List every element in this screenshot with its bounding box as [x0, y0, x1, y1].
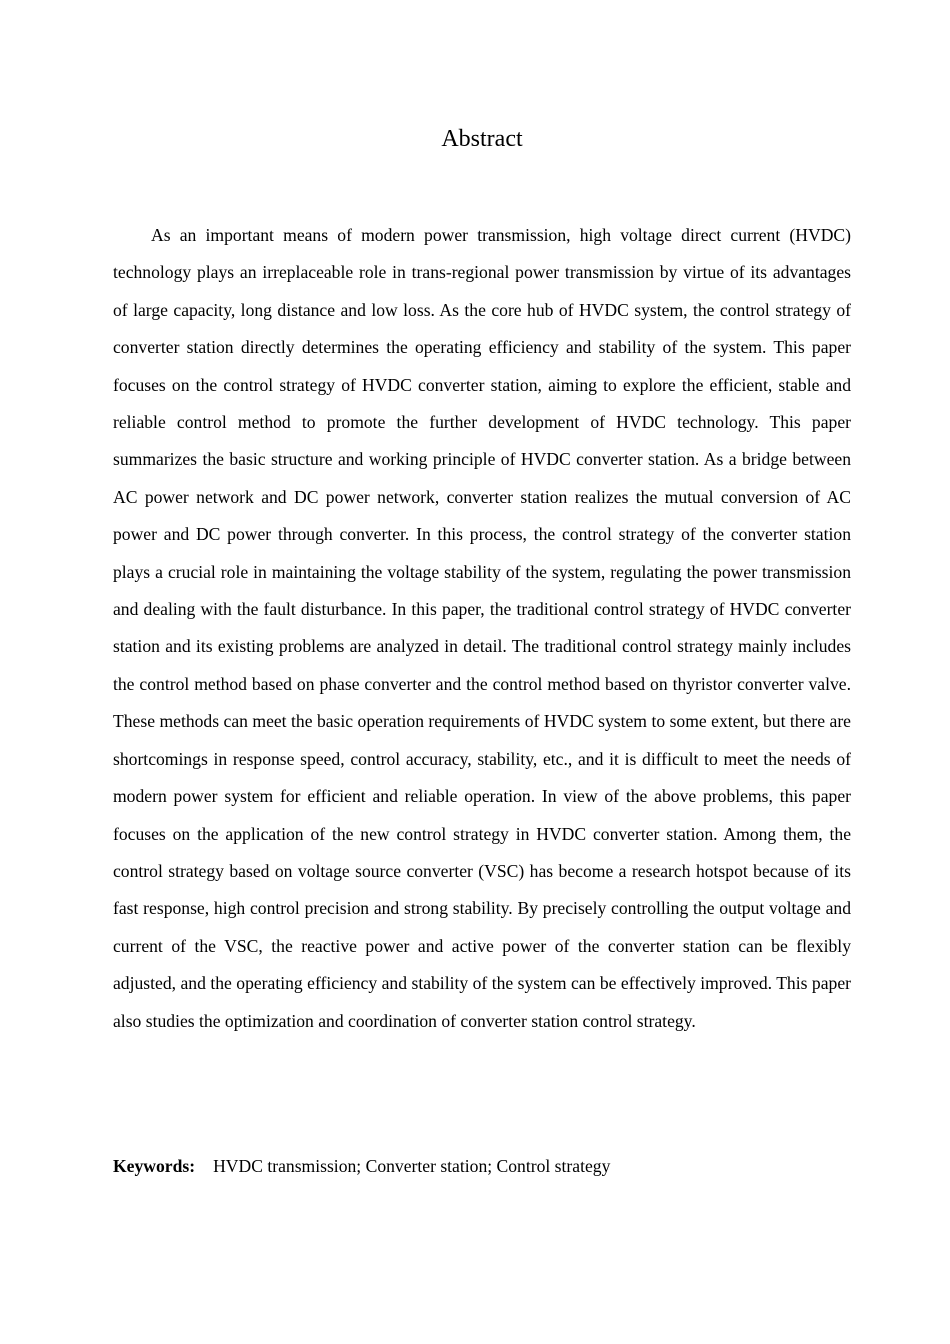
keywords-line — [113, 1151, 851, 1181]
abstract-body: As an important means of modern power transmission, high voltage direct current (HVDC) technology plays an irreplaceable role in trans-regional power transmission by virtue of its advantages of large capacity, long distance and low loss. As the core hub of HVDC system, the control strategy of converter station directly determines the operating efficiency and stability of the system. This paper focuses on the control strategy of HVDC converter station, aiming to explore the efficient, stable and reliable control method to promote the further development of HVDC technology. This paper summarizes the basic structure and working principle of HVDC converter station. As a bridge between AC power network and DC power network, converter station realizes the mutual conversion of AC power and DC power through converter. In this process, the control strategy of the converter station plays a crucial role in maintaining the voltage stability of the system, regulating the power transmission and dealing with the fault disturbance. In this paper, the traditional control strategy of HVDC converter station and its existing problems are analyzed in detail. The traditional control strategy mainly includes the control method based on phase converter and the control method based on thyristor converter valve. These methods can meet the basic operation requirements of HVDC system to some extent, but there are shortcomings in response speed, control accuracy, stability, etc., and it is difficult to meet the needs of modern power system for efficient and reliable operation. In view of the above problems, this paper focuses on the application of the new control strategy in HVDC converter station. Among them, the control strategy based on voltage source converter (VSC) has become a research hotspot because of its fast response, high control precision and strong stability. By precisely controlling the output voltage and current of the VSC, the reactive power and active power of the converter station can be flexibly adjusted, and the operating efficiency and stability of the system can be effectively improved. This paper also studies the optimization and coordination of converter station control strategy. — [113, 225, 851, 1031]
keywords-value: HVDC transmission; Converter station; Control strategy — [213, 1156, 611, 1176]
abstract-title: Abstract — [441, 126, 523, 152]
keywords-label: Keywords: — [113, 1156, 196, 1176]
